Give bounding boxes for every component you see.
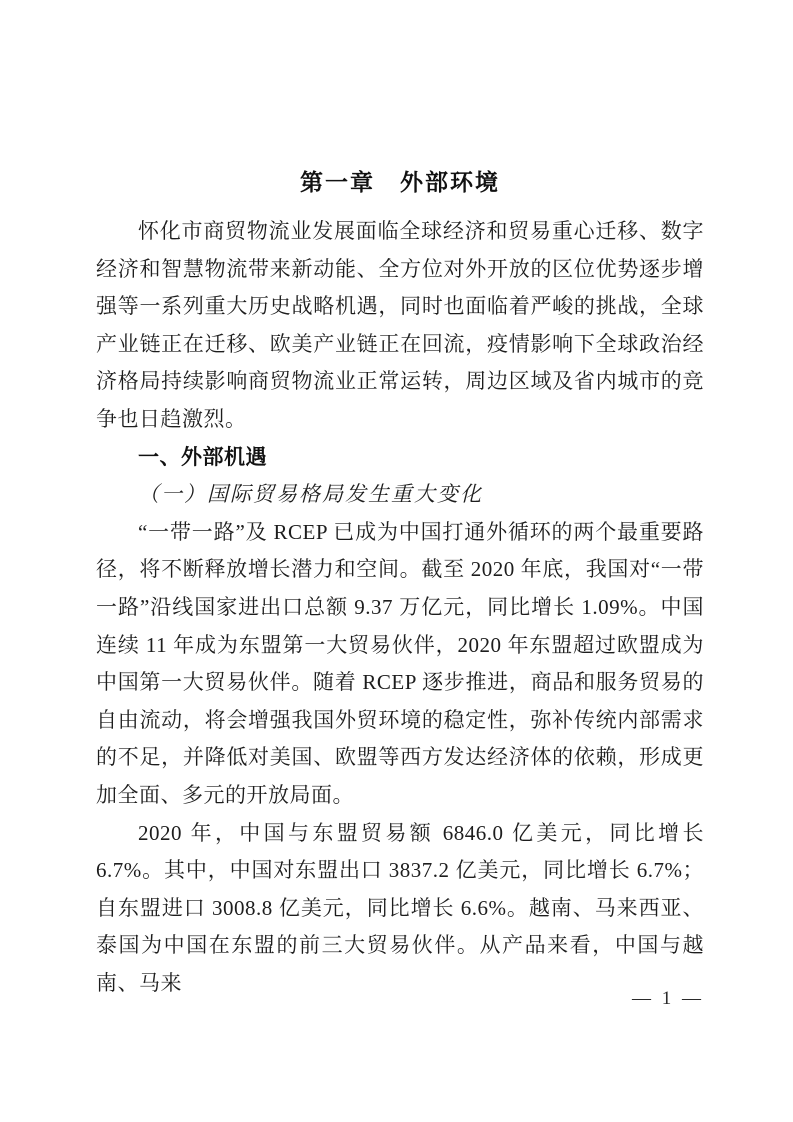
section-heading-external-opportunities: 一、外部机遇 <box>138 445 267 469</box>
paragraph-intro: 怀化市商贸物流业发展面临全球经济和贸易重心迁移、数字经济和智慧物流带来新动能、全方位对外开放的区位优势逐步增强等一系列重大历史战略机遇，同时也面临着严峻的挑战，全球产业链正在迁移、欧美产业链正在回流，疫情影响下全球政治经济格局持续影响商贸物流业正常运转，周边区域及省内城市的竞争也日趋激烈。 <box>96 219 704 431</box>
chapter-title: 第一章 外部环境 <box>300 169 500 195</box>
paragraph-belt-road: “一带一路”及 RCEP 已成为中国打通外循环的两个最重要路径，将不断释放增长潜力和空间。截至 2020 年底，我国对“一带一路”沿线国家进出口总额 9.37 万亿元，同比增长 1.09%。中国连续 11 年成为东盟第一大贸易伙伴，2020 年东盟超过欧盟成为中国第一大贸易伙伴。随着 RCEP 逐步推进，商品和服务贸易的自由流动，将会增强我国外贸环境的稳定性，弥补传统内部需求的不足，并降低对美国、欧盟等西方发达经济体的依赖，形成更加全面、多元的开放局面。 <box>96 519 704 807</box>
page-content <box>96 0 704 1002</box>
paragraph-asean-trade: 2020 年，中国与东盟贸易额 6846.0 亿美元，同比增长 6.7%。其中，中国对东盟出口 3837.2 亿美元，同比增长 6.7%；自东盟进口 3008.8 亿美元，同比增长 6.6%。越南、马来西亚、泰国为中国在东盟的前三大贸易伙伴。从产品来看，中国与越南、马来 <box>96 820 704 995</box>
page-number: — 1 — <box>632 988 704 1009</box>
subsection-heading-trade-pattern: （一）国际贸易格局发生重大变化 <box>138 482 483 507</box>
